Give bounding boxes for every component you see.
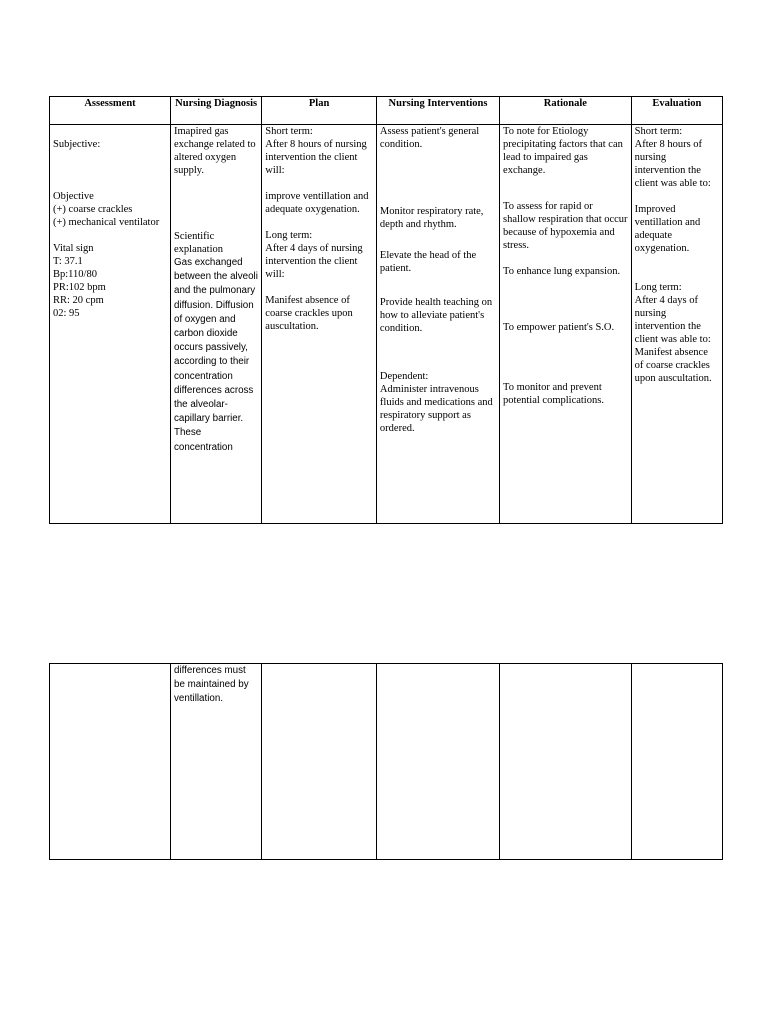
header-rationale: Rationale [500, 97, 632, 125]
header-nursing-interventions: Nursing Interventions [376, 97, 499, 125]
rationale-item: To empower patient's S.O. [503, 322, 615, 333]
rationale-item: To note for Etiology precipitating factors that can lead to impaired gas exchange. [503, 126, 623, 176]
vital-blood-pressure: Bp:110/80 [53, 269, 97, 280]
header-assessment: Assessment [50, 97, 171, 125]
interventions-cell [376, 125, 499, 524]
scientific-explanation-label: Scientific explanation [174, 231, 223, 255]
vital-oxygen-saturation: 02: 95 [53, 308, 80, 319]
rationale-item: To enhance lung expansion. [503, 266, 621, 277]
plan-short-term-label: Short term: [265, 126, 313, 137]
interventions-cell-continued [376, 664, 499, 860]
evaluation-long-term-text: After 4 days of nursing intervention the client was able to: [634, 295, 711, 345]
intervention-item: Elevate the head of the patient. [379, 250, 477, 274]
continued-row [50, 664, 723, 860]
intervention-item: Assess patient's general condition. [379, 126, 480, 150]
intervention-item: Monitor respiratory rate, depth and rhythm. [379, 206, 484, 230]
dependent-label: Dependent: [379, 371, 429, 382]
rationale-cell-continued [500, 664, 632, 860]
objective-finding: (+) mechanical ventilator [53, 217, 160, 228]
scientific-explanation-text: Gas exchanged between the alveoli and the pulmonary diffusion. Diffusion of oxygen and carbon dioxide occurs passively, according to their concentration differences across the alveolar-capillary barrier. These concentration [174, 257, 258, 453]
evaluation-long-term-label: Long term: [634, 282, 682, 293]
header-plan: Plan [262, 97, 377, 125]
evaluation-long-term-result: Manifest absence of coarse crackles upon auscultation. [634, 347, 712, 384]
plan-cell [262, 125, 377, 524]
evaluation-short-term-result: Improved ventillation and adequate oxygenation. [634, 204, 701, 254]
scientific-explanation-text-continued: differences must be maintained by ventillation. [174, 665, 249, 705]
evaluation-cell-continued [631, 664, 722, 860]
plan-long-term-text: After 4 days of nursing intervention the client will: [265, 243, 363, 280]
plan-cell-continued [262, 664, 377, 860]
diagnosis-cell-continued [171, 664, 262, 860]
body-row [50, 125, 723, 524]
evaluation-short-term-text: After 8 hours of nursing intervention the client was able to: [634, 139, 711, 189]
plan-short-term-goal: improve ventillation and adequate oxygenation. [265, 191, 369, 215]
dependent-intervention: Administer intravenous fluids and medications and respiratory support as ordered. [379, 384, 493, 434]
diagnosis-statement: Imapired gas exchange related to altered oxygen supply. [174, 126, 256, 176]
vital-temperature: T: 37.1 [53, 256, 83, 267]
objective-finding: (+) coarse crackles [53, 204, 133, 215]
diagnosis-cell [171, 125, 262, 524]
evaluation-cell [631, 125, 722, 524]
header-row [50, 97, 723, 125]
objective-label: Objective [53, 191, 94, 202]
subjective-label: Subjective: [53, 139, 101, 150]
rationale-item: To monitor and prevent potential complications. [503, 382, 604, 406]
assessment-cell-continued [50, 664, 171, 860]
rationale-item: To assess for rapid or shallow respiration that occur because of hypoxemia and stress. [503, 201, 628, 251]
intervention-item: Provide health teaching on how to alleviate patient's condition. [379, 297, 493, 334]
plan-long-term-goal: Manifest absence of coarse crackles upon auscultation. [265, 295, 353, 332]
care-plan-table [49, 96, 723, 524]
plan-long-term-label: Long term: [265, 230, 313, 241]
vital-sign-label: Vital sign [53, 243, 94, 254]
rationale-cell [500, 125, 632, 524]
header-evaluation: Evaluation [631, 97, 722, 125]
evaluation-short-term-label: Short term: [634, 126, 683, 137]
vital-pulse-rate: PR:102 bpm [53, 282, 106, 293]
plan-short-term-text: After 8 hours of nursing intervention the client will: [265, 139, 367, 176]
vital-respiratory-rate: RR: 20 cpm [53, 295, 104, 306]
care-plan-table-continued [49, 663, 723, 860]
header-nursing-diagnosis: Nursing Diagnosis [171, 97, 262, 125]
assessment-cell [50, 125, 171, 524]
